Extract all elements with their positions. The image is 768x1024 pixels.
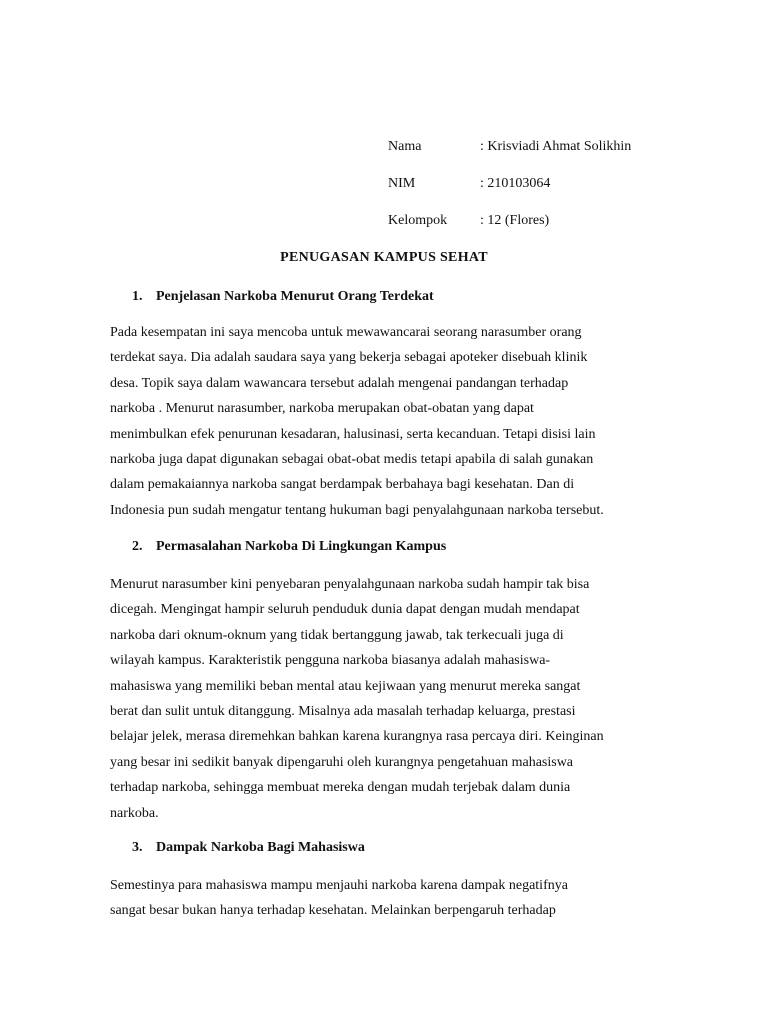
paragraph-line: dalam pemakaiannya narkoba sangat berdampak berbahaya bagi kesehatan. Dan di	[110, 477, 575, 493]
paragraph-line: narkoba juga dapat digunakan sebagai obat-obat medis tetapi apabila di salah gunakan	[110, 451, 594, 467]
info-label: Kelompok	[388, 213, 448, 228]
section-heading-text: Permasalahan Narkoba Di Lingkungan Kampus	[156, 539, 447, 554]
paragraph-line: belajar jelek, merasa diremehkan bahkan karena kurangnya rasa percaya diri. Keinginan	[110, 729, 604, 745]
section-paragraph-1	[110, 320, 670, 523]
info-label: Nama	[388, 139, 422, 154]
paragraph-line: Menurut narasumber kini penyebaran penyalahgunaan narkoba sudah hampir tak bisa	[110, 577, 590, 592]
paragraph-line: narkoba.	[110, 805, 159, 821]
paragraph-line: Indonesia pun sudah mengatur tentang hukuman bagi penyalahgunaan narkoba tersebut.	[110, 502, 604, 518]
paragraph-line: berat dan sulit untuk ditanggung. Misalnya ada masalah terhadap keluarga, prestasi	[110, 703, 576, 719]
paragraph-line: menimbulkan efek penurunan kesadaran, halusinasi, serta kecanduan. Tetapi disisi lain	[110, 426, 596, 442]
paragraph-line: narkoba dari oknum-oknum yang tidak bertanggung jawab, tak terkecuali juga di	[110, 627, 564, 643]
paragraph-line: narkoba . Menurut narasumber, narkoba merupakan obat-obatan yang dapat	[110, 401, 534, 417]
paragraph-line: Pada kesempatan ini saya mencoba untuk mewawancarai seorang narasumber orang	[110, 325, 582, 340]
section-heading-2	[132, 538, 446, 556]
section-heading-1	[132, 288, 434, 306]
paragraph-line: sangat besar bukan hanya terhadap kesehatan. Melainkan berpengaruh terhadap	[110, 903, 556, 919]
paragraph-line: mahasiswa yang memiliki beban mental atau kejiwaan yang menurut mereka sangat	[110, 678, 581, 694]
info-value: : 12 (Flores)	[480, 213, 550, 228]
paragraph-line: terhadap narkoba, sehingga membuat mereka dengan mudah terjebak dalam dunia	[110, 780, 571, 796]
paragraph-line: desa. Topik saya dalam wawancara tersebut adalah mengenai pandangan terhadap	[110, 375, 569, 391]
section-heading-3	[132, 839, 365, 857]
section-number: 1.	[132, 289, 143, 304]
info-value: : Krisviadi Ahmat Solikhin	[480, 139, 632, 154]
section-heading-text: Penjelasan Narkoba Menurut Orang Terdekat	[156, 289, 434, 304]
paragraph-line: wilayah kampus. Karakteristik pengguna narkoba biasanya adalah mahasiswa-	[110, 653, 551, 669]
section-paragraph-2	[110, 572, 670, 826]
section-number: 3.	[132, 840, 143, 855]
section-paragraph-3	[110, 873, 670, 924]
paragraph-line: terdekat saya. Dia adalah saudara saya yang bekerja sebagai apoteker disebuah klinik	[110, 350, 588, 366]
section-number: 2.	[132, 539, 143, 554]
section-heading-text: Dampak Narkoba Bagi Mahasiswa	[156, 840, 365, 855]
paragraph-line: Semestinya para mahasiswa mampu menjauhi narkoba karena dampak negatifnya	[110, 878, 568, 893]
paragraph-line: yang besar ini sedikit banyak dipengaruhi oleh kurangnya pengetahuan mahasiswa	[110, 754, 574, 770]
info-label: NIM	[388, 176, 416, 191]
info-value: : 210103064	[480, 176, 551, 191]
document-title: PENUGASAN KAMPUS SEHAT	[280, 250, 488, 265]
paragraph-line: dicegah. Mengingat hampir seluruh penduduk dunia dapat dengan mudah mendapat	[110, 602, 580, 618]
